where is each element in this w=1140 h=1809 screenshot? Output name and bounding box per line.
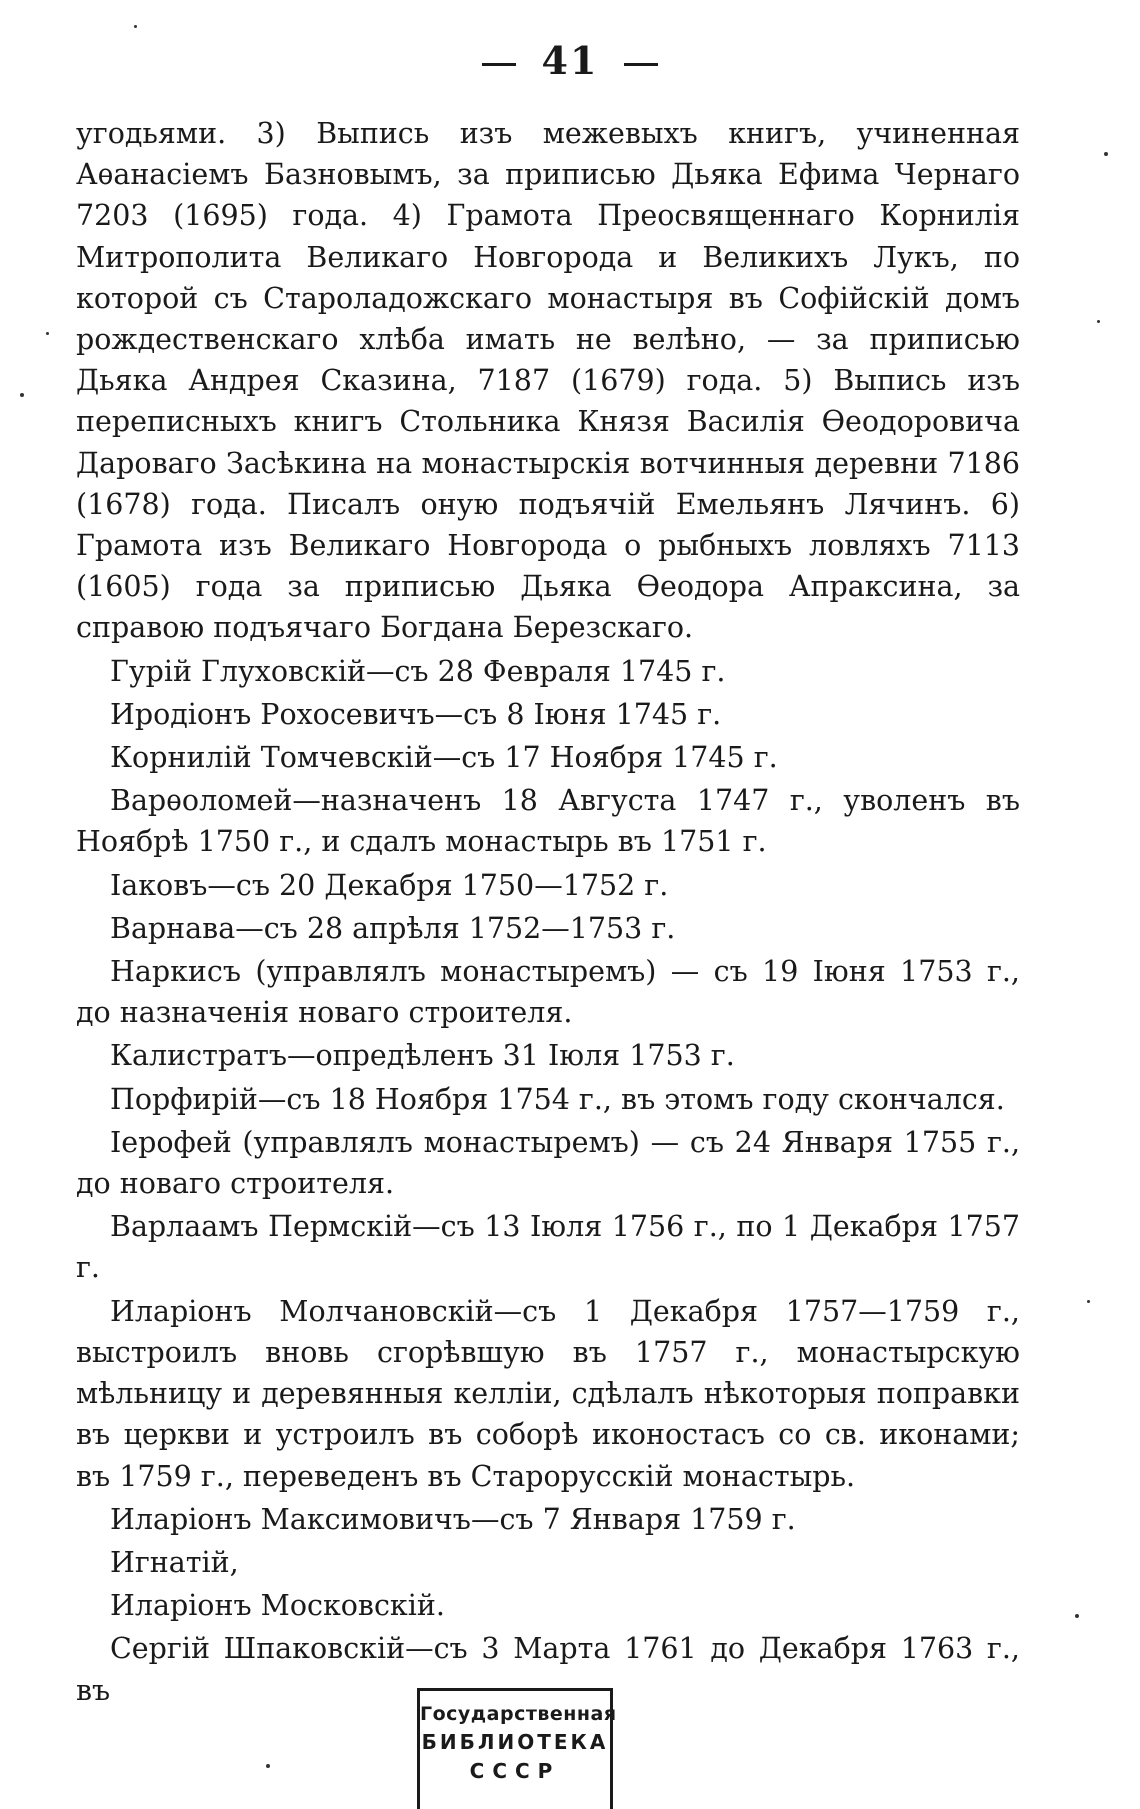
right-dash — [624, 63, 658, 66]
list-item: Порфирiй—съ 18 Ноября 1754 г., въ этомъ году скончался. — [110, 1082, 1005, 1116]
list-item: Варнава—съ 28 апрѣля 1752—1753 г. — [110, 911, 676, 945]
list-item: Корнилiй Томчевскiй—съ 17 Ноября 1745 г. — [110, 741, 778, 775]
list-item: Игнатiй, — [110, 1545, 239, 1579]
stamp-line-1: Государственная — [420, 1703, 617, 1725]
print-speck — [134, 25, 137, 28]
list-item: Калистратъ—опредѣленъ 31 Іюля 1753 г. — [110, 1039, 735, 1073]
list-item: Варлаамъ Пермскiй—съ 13 Іюля 1756 г., по 1 Декабря 1757 г. — [76, 1210, 1020, 1285]
stamp-line-3: СССР — [469, 1759, 561, 1783]
print-speck — [1087, 1300, 1090, 1303]
print-speck — [1097, 320, 1100, 323]
list-item: Іаковъ—съ 20 Декабря 1750—1752 г. — [110, 868, 669, 902]
list-item: Сергiй Шпаковскiй—съ 3 Марта 1761 до Декабря 1763 г., въ — [76, 1632, 1020, 1707]
list-item: Гурiй Глуховскiй—съ 28 Февраля 1745 г. — [110, 654, 726, 688]
print-speck — [266, 1764, 270, 1768]
body-text — [76, 113, 1020, 1711]
list-item: Иларiонъ Максимовичъ—съ 7 Января 1759 г. — [110, 1502, 796, 1536]
print-speck — [1104, 152, 1108, 156]
list-item: Наркисъ (управлялъ монастыремъ) — съ 19 Іюня 1753 г., до назначенія новаго строителя. — [76, 955, 1020, 1030]
print-speck — [46, 332, 49, 335]
list-item: Іерофей (управлялъ монастыремъ) — съ 24 Января 1755 г., до новаго строителя. — [76, 1125, 1020, 1201]
list-item: Иродiонъ Рохосевичъ—съ 8 Іюня 1745 г. — [110, 697, 722, 731]
print-speck — [1075, 1614, 1079, 1618]
library-stamp — [417, 1688, 617, 1809]
intro-paragraph: угодьями. 3) Выпись изъ межевыхъ книгъ, учиненная Аѳанасiемъ Базновымъ, за приписью Дьяка Ефима Чернаго 7203 (1695) года. 4) Грамота Преосвященнаго Корнилія Митрополита Великаго Новгорода и Великихъ Лукъ, по которой съ Староладожскаго монастыря въ Софiйскiй домъ рождественскаго хлѣба имать не велѣно, — за приписью Дьяка Андрея Сказина, 7187 (1679) года. 5) Выпись изъ переписныхъ книгъ Стольника Князя Василія Ѳеодоровича Дароваго Засѣкина на монастырскія вотчинныя деревни 7186 (1678) года. Писалъ оную подъячiй Емельянъ Лячинъ. 6) Грамота изъ Великаго Новгорода о рыбныхъ ловляхъ 7113 (1605) года за приписью Дьяка Ѳеодора Апраксина, за справою подъячаго Богдана Березскаго. — [76, 117, 1020, 645]
page-number-header — [0, 38, 1140, 83]
list-item: Иларiонъ Московскiй. — [110, 1589, 445, 1623]
left-dash — [482, 63, 516, 66]
stamp-line-2: БИБЛИОТЕКА — [421, 1730, 609, 1754]
print-speck — [20, 393, 24, 397]
list-item: Иларiонъ Молчановскiй—съ 1 Декабря 1757—1759 г., выстроилъ вновь сгорѣвшую въ 1757 г., монастырскую мѣльницу и деревянныя келлiи, сдѣлалъ нѣкоторыя поправки въ церкви и устроилъ въ соборѣ иконостасъ со св. иконами; въ 1759 г., переведенъ въ Старорусскiй монастырь. — [76, 1294, 1020, 1493]
list-item: Варѳоломей—назначенъ 18 Августа 1747 г., уволенъ въ Ноябрѣ 1750 г., и сдалъ монастырь въ 1751 г. — [76, 784, 1020, 859]
page-number: 41 — [541, 38, 599, 83]
